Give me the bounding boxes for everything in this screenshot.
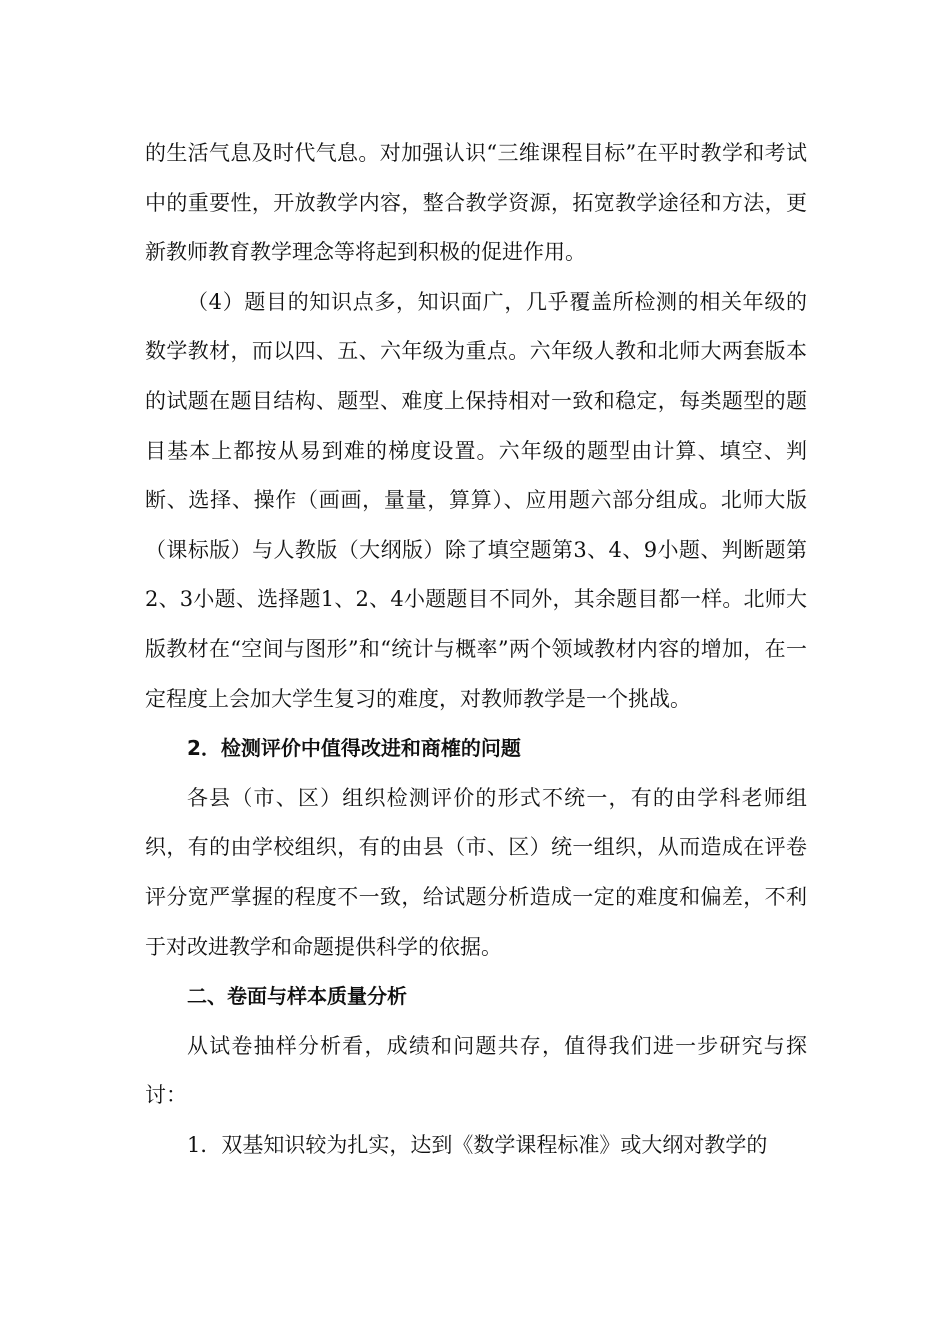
section-heading-improvement-issues: 2．检测评价中值得改进和商榷的问题: [187, 736, 521, 761]
section-heading-sample-analysis: 二、卷面与样本质量分析: [187, 984, 407, 1009]
paragraph-continuation: 的生活气息及时代气息。对加强认识“三维课程目标”在平时教学和考试中的重要性，开放教学内容，整合教学资源，拓宽教学途径和方法，更新教师教育教学理念等将起到积极的促进作用。: [145, 141, 807, 265]
paragraph-evaluation-forms: 各县（市、区）组织检测评价的形式不统一，有的由学科老师组织，有的由学校组织，有的由县（市、区）统一组织，从而造成在评卷评分宽严掌握的程度不一致，给试题分析造成一定的难度和偏差，不利于对改进教学和命题提供科学的依据。: [145, 785, 807, 959]
paragraph-basic-knowledge: 1．双基知识较为扎实，达到《数学课程标准》或大纲对教学的: [187, 1132, 768, 1157]
paragraph-knowledge-points: （4）题目的知识点多，知识面广，几乎覆盖所检测的相关年级的数学教材，而以四、五、六年级为重点。六年级人教和北师大两套版本的试题在题目结构、题型、难度上保持相对一致和稳定，每类题型的题目基本上都按从易到难的梯度设置。六年级的题型由计算、填空、判断、选择、操作（画画，量量，算算）、应用题六部分组成。北师大版（课标版）与人教版（大纲版）除了填空题第3、4、9小题、判断题第2、3小题、选择题1、2、4小题题目不同外，其余题目都一样。北师大版教材在“空间与图形”和“统计与概率”两个领域教材内容的增加，在一定程度上会加大学生复习的难度，对教师教学是一个挑战。: [145, 289, 807, 711]
paragraph-sampling-results: 从试卷抽样分析看，成绩和问题共存，值得我们进一步研究与探讨：: [145, 1033, 807, 1108]
document-page: [145, 129, 807, 1170]
